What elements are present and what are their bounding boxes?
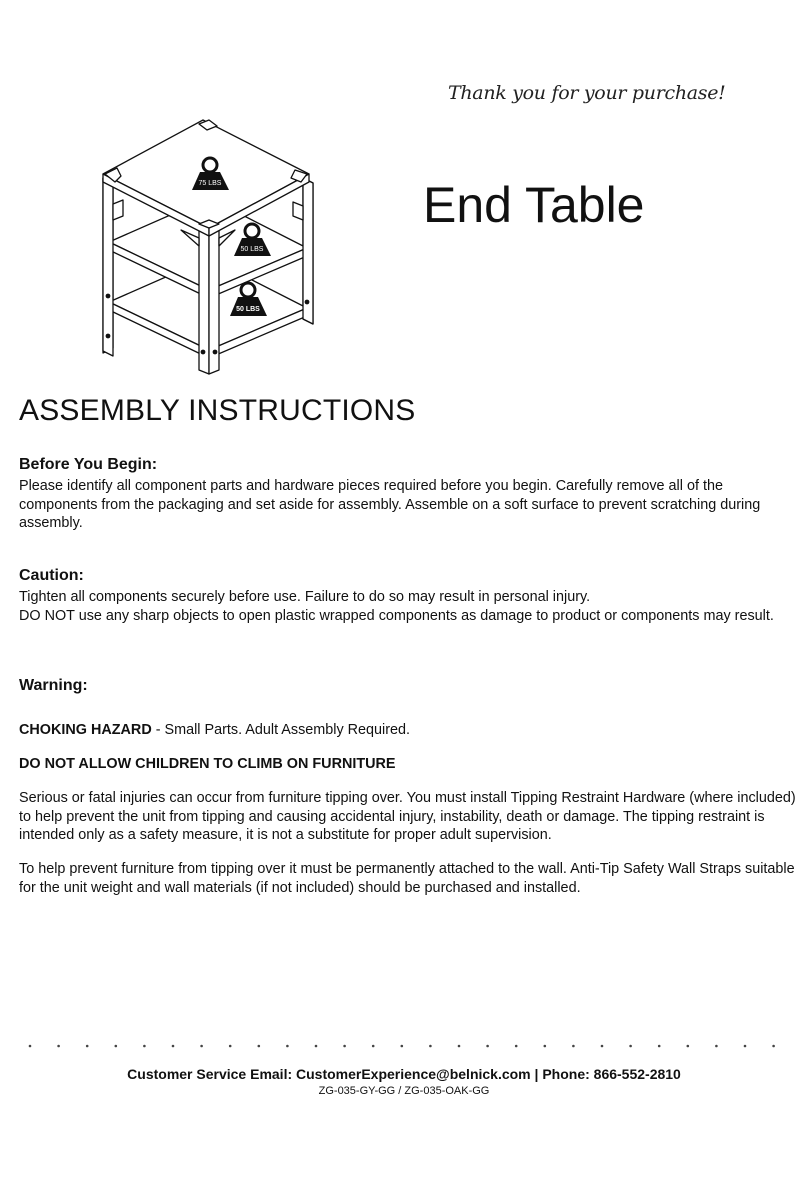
caution-heading: Caution:	[19, 567, 84, 584]
customer-service-contact: Customer Service Email: CustomerExperience@belnick.com | Phone: 866-552-2810	[127, 1066, 681, 1082]
weight-label-bottom: 50 LBS	[236, 306, 260, 313]
divider-dot	[200, 1045, 203, 1048]
footer-divider-dots	[22, 1038, 782, 1054]
caution-text-2: DO NOT use any sharp objects to open plastic wrapped components as damage to product or components may result.	[19, 608, 774, 624]
no-climb-warning: DO NOT ALLOW CHILDREN TO CLIMB ON FURNITURE	[19, 756, 396, 772]
divider-dot	[544, 1045, 547, 1048]
choking-hazard-line	[19, 721, 799, 740]
divider-dot	[372, 1045, 375, 1048]
weight-label-top: 75 LBS	[198, 180, 222, 187]
divider-dot	[572, 1045, 575, 1048]
divider-dot	[629, 1045, 632, 1048]
divider-dot	[286, 1045, 289, 1048]
before-you-begin-heading: Before You Begin:	[19, 456, 158, 473]
divider-dot	[258, 1045, 261, 1048]
end-table-illustration	[95, 112, 335, 380]
before-you-begin-text: Please identify all component parts and hardware pieces required before you begin. Carefully remove all of the components from the packaging and set aside for assembly. Assemble on a soft surface to prevent scratching during assembly.	[19, 478, 761, 531]
wall-anchor-text: To help prevent furniture from tipping over it must be permanently attached to the wall. Anti-Tip Safety Wall Straps suitable for the unit weight and wall materials (if not included) should be purchased and installed.	[19, 861, 795, 896]
divider-dot	[29, 1045, 32, 1048]
divider-dot	[601, 1045, 604, 1048]
divider-dot	[515, 1045, 518, 1048]
choking-hazard-text: - Small Parts. Adult Assembly Required.	[151, 722, 411, 738]
divider-dot	[315, 1045, 318, 1048]
divider-dot	[687, 1045, 690, 1048]
divider-dot	[715, 1045, 718, 1048]
divider-dot	[143, 1045, 146, 1048]
divider-dot	[86, 1045, 89, 1048]
divider-dot	[401, 1045, 404, 1048]
divider-dot	[486, 1045, 489, 1048]
divider-dot	[343, 1045, 346, 1048]
divider-dot	[429, 1045, 432, 1048]
weight-label-middle: 50 LBS	[240, 246, 264, 253]
divider-dot	[115, 1045, 118, 1048]
divider-dot	[772, 1045, 775, 1048]
choking-hazard-label: CHOKING HAZARD	[19, 722, 152, 738]
assembly-instructions-heading: ASSEMBLY INSTRUCTIONS	[19, 394, 416, 427]
model-numbers: ZG-035-GY-GG / ZG-035-OAK-GG	[318, 1085, 490, 1097]
divider-dot	[458, 1045, 461, 1048]
divider-dot	[57, 1045, 60, 1048]
divider-dot	[744, 1045, 747, 1048]
thank-you-note: Thank you for your purchase!	[448, 82, 726, 104]
divider-dot	[229, 1045, 232, 1048]
divider-dot	[658, 1045, 661, 1048]
caution-text-1: Tighten all components securely before use. Failure to do so may result in personal injury.	[19, 589, 591, 605]
tipping-warning-text: Serious or fatal injuries can occur from furniture tipping over. You must install Tipping Restraint Hardware (where included) to help prevent the unit from tipping and causing accidental injury, instability, death or damage. The tipping restraint is intended only as a safety measure, it is not a substitute for proper adult supervision.	[19, 790, 796, 843]
product-title: End Table	[423, 177, 645, 233]
divider-dot	[172, 1045, 175, 1048]
warning-heading: Warning:	[19, 677, 88, 694]
